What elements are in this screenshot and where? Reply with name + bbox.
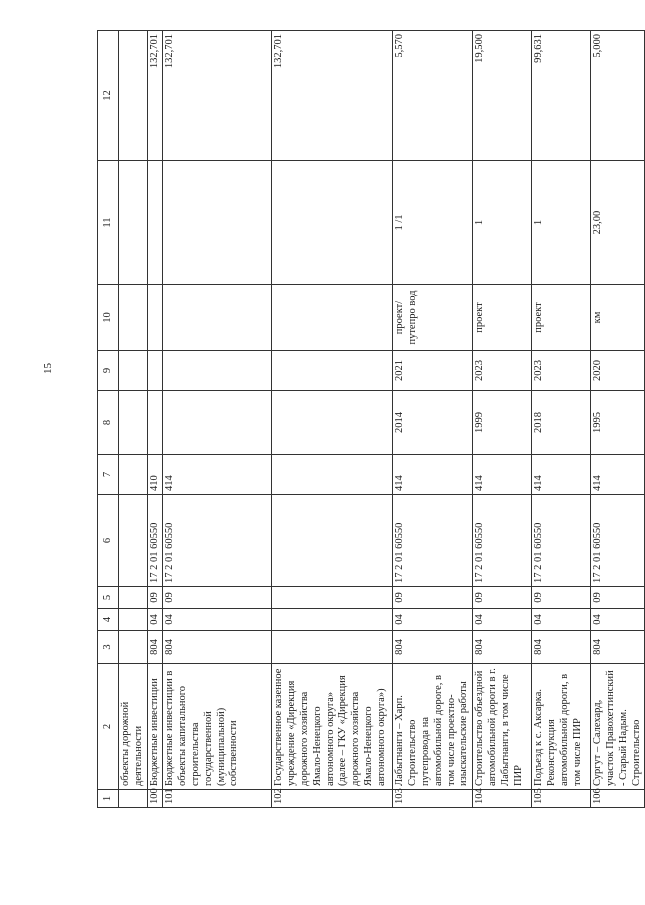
cell-section: 04 — [147, 609, 163, 631]
cell-capacity — [147, 161, 163, 285]
cell-start: 2014 — [393, 391, 473, 455]
cell-unit — [147, 285, 163, 351]
header-cell: 10 — [98, 285, 119, 351]
cell-type: 414 — [163, 455, 272, 495]
cell-num: 101 — [163, 790, 272, 808]
cell-target: 17 2 01 60550 — [591, 495, 645, 587]
cell-unit — [119, 285, 148, 351]
cell-code: 804 — [532, 631, 591, 664]
header-row — [98, 31, 119, 808]
cell-section: 04 — [393, 609, 473, 631]
cell-start — [119, 391, 148, 455]
cell-subsection: 09 — [163, 587, 272, 609]
cell-subsection: 09 — [591, 587, 645, 609]
cell-code — [272, 631, 393, 664]
cell-target: 17 2 01 60550 — [532, 495, 591, 587]
header-cell: 6 — [98, 495, 119, 587]
cell-capacity — [272, 161, 393, 285]
cell-end: 2023 — [532, 351, 591, 391]
cell-start — [147, 391, 163, 455]
table-row — [163, 31, 272, 808]
cell-name: Лабытнанги – Харп. Строительство путепровода на автомобильной дороге, в том числе проектно-изыскательские работы — [393, 664, 473, 790]
cell-target — [119, 495, 148, 587]
cell-subsection: 09 — [473, 587, 532, 609]
cell-num: 106 — [591, 790, 645, 808]
cell-subsection: 09 — [393, 587, 473, 609]
table-row — [393, 31, 473, 808]
cell-unit: км — [591, 285, 645, 351]
table-row — [532, 31, 591, 808]
table-row — [591, 31, 645, 808]
cell-start — [163, 391, 272, 455]
cell-num: 103 — [393, 790, 473, 808]
cell-target: 17 2 01 60550 — [393, 495, 473, 587]
cell-name: Сургут – Салехард, участок Правохеттинский - Старый Надым. Строительство — [591, 664, 645, 790]
cell-type: 414 — [473, 455, 532, 495]
cell-section — [119, 609, 148, 631]
cell-capacity: 1 — [473, 161, 532, 285]
cell-type — [272, 455, 393, 495]
cell-num: 102 — [272, 790, 393, 808]
table-row — [272, 31, 393, 808]
cell-num: 105 — [532, 790, 591, 808]
cell-target: 17 2 01 60550 — [473, 495, 532, 587]
cell-num: 104 — [473, 790, 532, 808]
header-cell: 9 — [98, 351, 119, 391]
cell-end: 2020 — [591, 351, 645, 391]
cell-section: 04 — [591, 609, 645, 631]
cell-start: 1995 — [591, 391, 645, 455]
cell-amount: 132,701 — [272, 31, 393, 161]
cell-capacity: 23,00 — [591, 161, 645, 285]
cell-code: 804 — [147, 631, 163, 664]
cell-num — [119, 790, 148, 808]
cell-code: 804 — [163, 631, 272, 664]
header-cell: 8 — [98, 391, 119, 455]
header-cell: 1 — [98, 790, 119, 808]
cell-amount: 132,701 — [163, 31, 272, 161]
cell-type: 414 — [393, 455, 473, 495]
cell-capacity: 1 — [532, 161, 591, 285]
cell-section: 04 — [163, 609, 272, 631]
cell-target: 17 2 01 60550 — [147, 495, 163, 587]
cell-end — [147, 351, 163, 391]
cell-unit: проект/ путепро вод — [393, 285, 473, 351]
cell-amount: 19,500 — [473, 31, 532, 161]
cell-end: 2021 — [393, 351, 473, 391]
header-cell: 2 — [98, 664, 119, 790]
cell-end — [163, 351, 272, 391]
cell-capacity — [119, 161, 148, 285]
cell-code: 804 — [473, 631, 532, 664]
cell-subsection: 09 — [147, 587, 163, 609]
cell-num: 100 — [147, 790, 163, 808]
cell-amount: 99,631 — [532, 31, 591, 161]
header-cell: 12 — [98, 31, 119, 161]
cell-target: 17 2 01 60550 — [163, 495, 272, 587]
cell-section: 04 — [532, 609, 591, 631]
cell-name: Государственное казенное учреждение «Дирекция дорожного хозяйства Ямало-Ненецкого автономного округа» (далее – ГКУ «Дирекция дорожного хозяйства Ямало-Ненецкого автономного округа») — [272, 664, 393, 790]
cell-type: 410 — [147, 455, 163, 495]
cell-name: Бюджетные инвестиции в объекты капитального строительства государственной (муниципальной) собственности — [163, 664, 272, 790]
cell-amount: 132,701 — [147, 31, 163, 161]
cell-section — [272, 609, 393, 631]
page-number: 15 — [42, 363, 54, 374]
cell-subsection — [119, 587, 148, 609]
cell-start — [272, 391, 393, 455]
cell-name: Подъезд к с. Аксарка. Реконструкция автомобильной дороги, в том числе ПИР — [532, 664, 591, 790]
cell-start: 2018 — [532, 391, 591, 455]
table-row — [119, 31, 148, 808]
cell-capacity: 1 /1 — [393, 161, 473, 285]
cell-name: Бюджетные инвестиции — [147, 664, 163, 790]
cell-unit — [272, 285, 393, 351]
cell-unit — [163, 285, 272, 351]
cell-amount — [119, 31, 148, 161]
cell-code: 804 — [591, 631, 645, 664]
rotated-table-wrapper — [97, 31, 642, 808]
cell-code: 804 — [393, 631, 473, 664]
cell-end — [119, 351, 148, 391]
cell-capacity — [163, 161, 272, 285]
cell-name: объекты дорожной деятельности — [119, 664, 148, 790]
cell-type — [119, 455, 148, 495]
cell-subsection: 09 — [532, 587, 591, 609]
cell-code — [119, 631, 148, 664]
cell-name: Строительство объездной автомобильной дороги в г. Лабытнанги, в том числе ПИР — [473, 664, 532, 790]
cell-type: 414 — [591, 455, 645, 495]
table-row — [473, 31, 532, 808]
cell-unit: проект — [532, 285, 591, 351]
cell-unit: проект — [473, 285, 532, 351]
cell-amount: 5,570 — [393, 31, 473, 161]
header-cell: 7 — [98, 455, 119, 495]
cell-end: 2023 — [473, 351, 532, 391]
cell-section: 04 — [473, 609, 532, 631]
cell-type: 414 — [532, 455, 591, 495]
header-cell: 11 — [98, 161, 119, 285]
cell-target — [272, 495, 393, 587]
header-cell: 3 — [98, 631, 119, 664]
budget-table — [97, 30, 645, 808]
header-cell: 4 — [98, 609, 119, 631]
table-row — [147, 31, 163, 808]
cell-subsection — [272, 587, 393, 609]
cell-end — [272, 351, 393, 391]
header-cell: 5 — [98, 587, 119, 609]
cell-start: 1999 — [473, 391, 532, 455]
cell-amount: 5,000 — [591, 31, 645, 161]
